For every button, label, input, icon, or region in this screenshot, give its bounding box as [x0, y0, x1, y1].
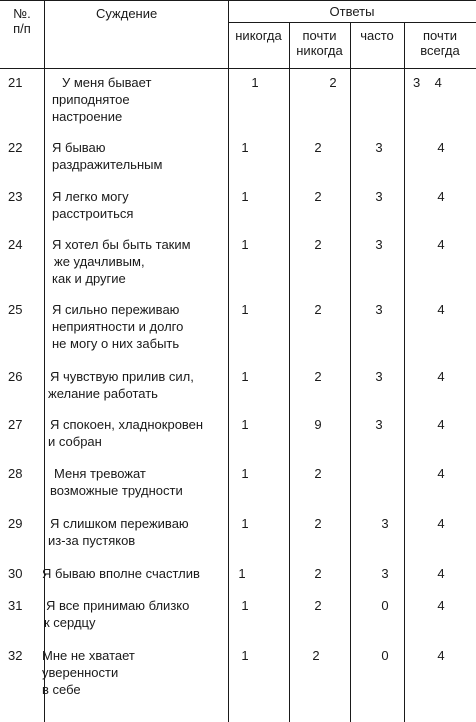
- statement-line: неприятности и долго: [52, 319, 184, 334]
- answer-never: 1: [241, 302, 249, 317]
- answer-never: 1: [241, 140, 249, 155]
- statement-line: как и другие: [52, 271, 126, 286]
- answer-almost-never: 2: [314, 302, 322, 317]
- answer-almost-never: 2: [314, 466, 322, 481]
- answer-never: 1: [241, 466, 249, 481]
- col-almost-always-line2: всегда: [420, 43, 460, 58]
- answer-almost-always: 4: [437, 302, 445, 317]
- answer-almost-never: 2: [314, 369, 322, 384]
- statement-line: Меня тревожат: [54, 466, 146, 481]
- statement-line: Я все принимаю близко: [46, 598, 190, 613]
- table-top-border: [0, 0, 476, 1]
- answer-never: 1: [238, 566, 246, 581]
- statement-text: [42, 565, 200, 582]
- answer-almost-always: 4: [437, 369, 445, 384]
- num-header-line1: №.: [13, 6, 31, 21]
- statement-line: не могу о них забыть: [52, 336, 180, 351]
- answer-never: 1: [251, 75, 259, 90]
- answer-often: 3: [375, 140, 383, 155]
- answer-often: 3: [375, 369, 383, 384]
- answer-often: 0: [381, 648, 389, 663]
- col-almost-never-line1: почти: [302, 28, 337, 43]
- answer-almost-always: 4: [437, 598, 445, 613]
- statement-text: [48, 416, 203, 450]
- statement-text: [48, 368, 194, 402]
- answer-almost-always: 4: [437, 237, 445, 252]
- statement-line: в себе: [42, 682, 81, 697]
- statement-text: [52, 301, 183, 352]
- col-almost-always-line1: почти: [423, 28, 457, 43]
- answer-often: 3: [375, 189, 383, 204]
- answer-almost-never: 2: [312, 648, 320, 663]
- answer-never: 1: [241, 237, 249, 252]
- row-number: 26: [8, 369, 23, 384]
- answer-almost-never: 2: [314, 516, 322, 531]
- statement-line: Мне не хватает: [42, 648, 135, 663]
- often-column-divider: [404, 22, 405, 722]
- statement-line: Я спокоен, хладнокровен: [50, 417, 204, 432]
- answer-almost-always: 4: [437, 140, 445, 155]
- answer-never: 1: [241, 189, 249, 204]
- answer-never: 1: [241, 516, 249, 531]
- statement-line: Я слишком переживаю: [50, 516, 189, 531]
- statement-line: возможные трудности: [50, 483, 183, 498]
- answer-often: 0: [381, 598, 389, 613]
- statement-text: [48, 465, 183, 499]
- statement-line: и собран: [48, 434, 102, 449]
- statement-line: желание работать: [48, 386, 158, 401]
- statement-line: Я бываю вполне счастлив: [42, 566, 200, 581]
- row-number: 23: [8, 189, 23, 204]
- col-never-header: никогда: [235, 28, 282, 43]
- row-number: 25: [8, 302, 23, 317]
- col-often-header: часто: [360, 28, 394, 43]
- row-number: 24: [8, 237, 23, 252]
- statement-line: же удачливым,: [54, 254, 145, 269]
- statement-line: настроение: [52, 109, 123, 124]
- statement-line: уверенности: [42, 665, 119, 680]
- answer-often: 3: [375, 302, 383, 317]
- answer-never: 1: [241, 598, 249, 613]
- statement-text: [44, 597, 189, 631]
- col-almost-never-header: [289, 28, 350, 58]
- statement-text: [52, 139, 162, 173]
- statement-text: [52, 236, 191, 287]
- answer-almost-never: 2: [314, 237, 322, 252]
- statement-text: [48, 515, 189, 549]
- answer-almost-always: 4: [437, 566, 445, 581]
- row-number: 31: [8, 598, 23, 613]
- answer-almost-never: 2: [314, 566, 322, 581]
- answer-often: 3: [381, 566, 389, 581]
- statement-line: Я бываю: [52, 140, 106, 155]
- statement-header: Суждение: [96, 6, 158, 21]
- statement-line: к сердцу: [44, 615, 96, 630]
- answer-almost-always: 3 4: [413, 75, 442, 90]
- answer-almost-never: 2: [314, 189, 322, 204]
- answer-often: 3: [381, 516, 389, 531]
- answer-almost-never: 9: [314, 417, 322, 432]
- answer-almost-always: 4: [437, 466, 445, 481]
- row-number: 32: [8, 648, 23, 663]
- answer-almost-always: 4: [437, 516, 445, 531]
- row-number: 21: [8, 75, 23, 90]
- statement-line: У меня бывает: [62, 75, 152, 90]
- answer-almost-always: 4: [437, 417, 445, 432]
- row-number: 27: [8, 417, 23, 432]
- statement-line: Я легко могу: [52, 189, 129, 204]
- answer-almost-never: 2: [314, 598, 322, 613]
- statement-line: Я чувствую прилив сил,: [50, 369, 194, 384]
- statement-line: Я сильно переживаю: [52, 302, 180, 317]
- answer-almost-never: 2: [329, 75, 337, 90]
- answers-header: Ответы: [329, 4, 375, 19]
- answer-never: 1: [241, 648, 249, 663]
- answer-almost-always: 4: [437, 648, 445, 663]
- answers-divider: [228, 22, 476, 23]
- answer-often: 3: [375, 417, 383, 432]
- answer-never: 1: [241, 417, 249, 432]
- answer-almost-never: 2: [314, 140, 322, 155]
- row-number: 29: [8, 516, 23, 531]
- col-almost-always-header: [404, 28, 476, 58]
- answer-often: 3: [375, 237, 383, 252]
- answer-almost-always: 4: [437, 189, 445, 204]
- statement-text: [52, 188, 133, 222]
- num-header-line2: п/п: [13, 21, 31, 36]
- statement-line: расстроиться: [52, 206, 134, 221]
- never-column-divider: [289, 22, 290, 722]
- statement-column-divider: [228, 0, 229, 722]
- row-number: 30: [8, 566, 23, 581]
- statement-line: из-за пустяков: [48, 533, 136, 548]
- row-number: 28: [8, 466, 23, 481]
- statement-line: Я хотел бы быть таким: [52, 237, 191, 252]
- almost-never-column-divider: [350, 22, 351, 722]
- row-number: 22: [8, 140, 23, 155]
- statement-text: [52, 74, 151, 125]
- col-almost-never-line2: никогда: [296, 43, 343, 58]
- answer-never: 1: [241, 369, 249, 384]
- num-header: [0, 6, 44, 36]
- statement-line: приподнятое: [52, 92, 130, 107]
- statement-line: раздражительным: [52, 157, 163, 172]
- statement-text: [42, 647, 135, 698]
